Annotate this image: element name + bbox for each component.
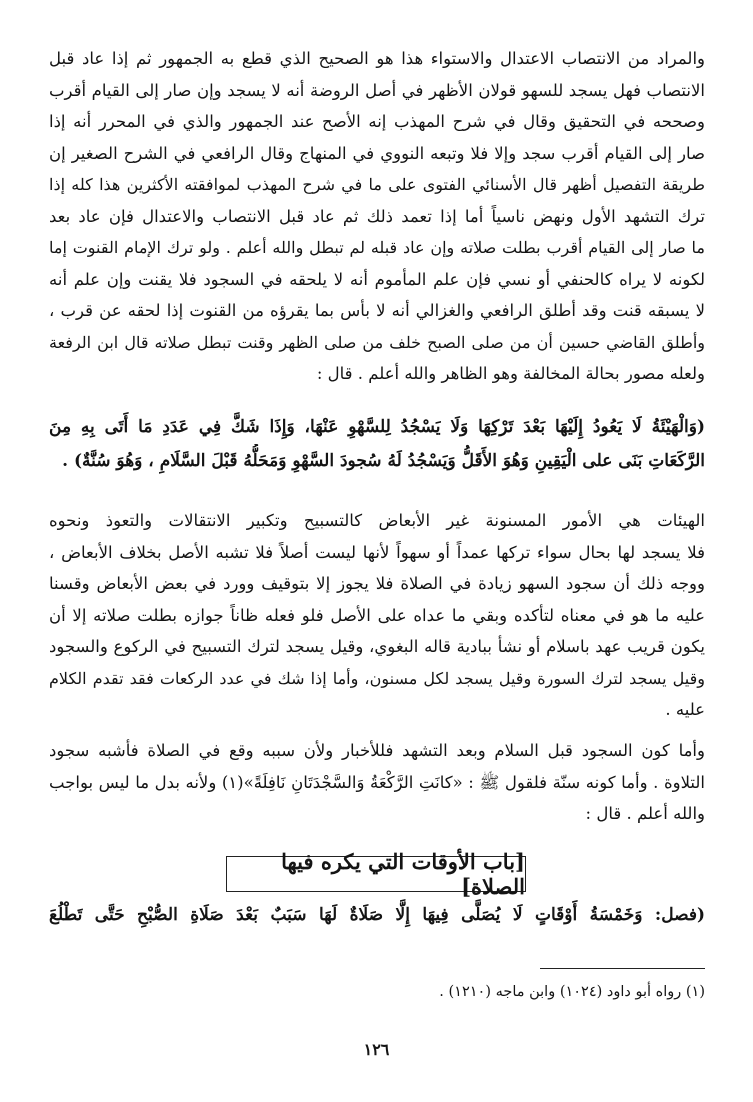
text-line: وقيل يسجد لترك السورة وقيل يسجد لكل مسنون، وأما إذا شك في عدد الركعات فقد تقدم الكلام — [49, 668, 705, 688]
text-line: ووجه ذلك أن سجود السهو زيادة في الصلاة فلا يجوز إلا بتوقيف وورد في بعض الأبعاض وقسنا — [49, 574, 705, 593]
matn-line: (فصل: وَخَمْسَةُ أَوْقَاتٍ لَا يُصَلَّى فِيهَا إِلَّا صَلَاةٌ لَهَا سَبَبٌ بَعْدَ صَلَاةِ الصُّبْحِ حَتَّى تَطْلُعَ — [49, 905, 705, 925]
text-line: والمراد من الانتصاب الاعتدال والاستواء هذا هو الصحيح الذي قطع به الجمهور ثم إذا عاد قبل — [49, 49, 705, 68]
footnote-divider — [540, 968, 705, 969]
text-line: وصححه في التحقيق وقال في شرح المهذب إنه الأصح عند الجمهور والذي في المحرر أنه إذا — [49, 112, 705, 131]
text-line: وأما كون السجود قبل السلام وبعد التشهد فللأخبار ولأن سببه وقع في الصلاة فأشبه سجود — [49, 741, 705, 760]
paragraph-commentary-3 — [49, 735, 705, 830]
matn-line: (وَالْهَيْئَةُ لَا يَعُودُ إِلَيْهَا بَعْدَ تَرْكِهَا وَلَا يَسْجُدُ لِلسَّهْوِ عَنْهَا، وَإِذَا شَكَّ فِي عَدَدِ مَا أَتَى بِهِ مِنَ — [49, 417, 705, 437]
chapter-heading: [باب الأوقات التي يكره فيها الصلاة] — [226, 856, 526, 892]
matn-text-2 — [49, 898, 705, 932]
text-line: فلا يسجد لها بحال سواء تركها عمداً أو سهواً لأنها ليست أصلاً فلا تشبه الأصل بخلاف الأبعاض ، — [49, 542, 705, 562]
text-line: وأطلق القاضي حسين أن من صلى الصبح خلف من صلى الظهر وقنت تبطل صلاته قال ابن الرفعة — [49, 332, 705, 352]
text-line: التلاوة . وأما كونه سنّة فلقول ﷺ : «كانَتِ الرَّكْعَةُ وَالسَّجْدَتَانِ نَافِلَةً»(١) ولأنه بدل ما ليس بواجب — [49, 772, 705, 792]
text-line: لكونه لا يراه كالحنفي أو نسي فإن علم المأموم أنه لا يلحقه في السجود فلا يقنت وإن علم أنه — [49, 269, 705, 289]
text-line: يكون قريب عهد باسلام أو نشأ ببادية قاله البغوي، وقيل يسجد لترك التسبيح في الركوع والسجود — [49, 637, 705, 656]
text-line: طريقة التفصيل أظهر قال الأسنائي الفتوى على ما في شرح المهذب لموافقته الأكثرين هذا كله إذا — [49, 175, 705, 194]
text-line: الهيئات هي الأمور المسنونة غير الأبعاض كالتسبيح وتكبير الانتقالات والتعوذ ونحوه — [49, 511, 705, 530]
text-line: عليه . — [665, 700, 705, 719]
page-number: ١٢٦ — [363, 1040, 390, 1059]
matn-text-1 — [49, 410, 705, 478]
text-line: ولعله مصور بحالة المخالفة وهو الظاهر والله أعلم . قال : — [316, 364, 705, 383]
paragraph-commentary-2 — [49, 505, 705, 726]
text-line: ترك التشهد الأول ونهض ناسياً أما إذا تعمد ذلك ثم عاد قبل الانتصاب والاعتدال فإن عاد بعد — [49, 206, 705, 226]
text-line: عليه ما هو في معناه لتأكده وبقي ما عداه على الأصل فلو فعله ظاناً جوازه بطلت صلاته إلا أن — [49, 605, 705, 625]
footnote: (١) رواه أبو داود (١٠٢٤) وابن ماجه (١٢١٠) . — [439, 984, 705, 1000]
text-line: ما صار إلى القيام أقرب بطلت صلاته وإن عاد قبله لم تبطل والله أعلم . ولو ترك الإمام القنوت إما — [49, 238, 705, 257]
text-line: والله أعلم . قال : — [585, 804, 705, 823]
matn-line: الرَّكَعَاتِ بَنَى على الْيَقِينِ وَهُوَ الأَقَلُّ وَيَسْجُدُ لَهُ سُجودَ السَّهْوِ وَمَحَلُّهُ قَبْلَ السَّلَامِ ، وَهُوَ سُنَّةٌ) . — [62, 451, 705, 471]
text-line: صار إلى القيام أقرب سجد وإلا فلا وتبعه النووي في المنهاج وقال الرافعي في الشرح الصغير إن — [49, 143, 705, 163]
text-line: الانتصاب فهل يسجد للسهو قولان الأظهر في أصل الروضة أنه لا يسجد وإن صار إلى القيام أقرب — [49, 80, 705, 100]
paragraph-commentary-1 — [49, 43, 705, 390]
text-line: لا يسبقه قنت وقد أطلق الرافعي والغزالي أنه لا بأس بما يقرؤه من القنوت إذا لحقه عن قرب ، — [49, 301, 705, 320]
